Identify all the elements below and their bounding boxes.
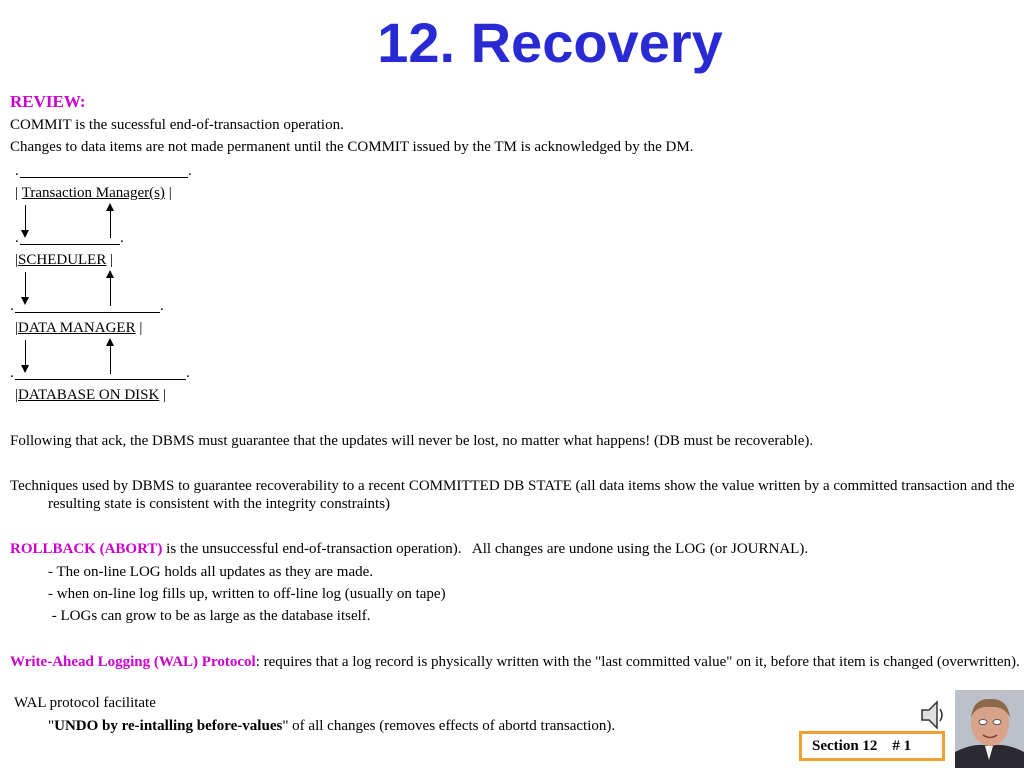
review-heading: REVIEW: [10, 92, 86, 111]
arrow1-up-shaft [110, 210, 111, 238]
box3-label: DATA MANAGER [18, 320, 136, 336]
wal-label: Write-Ahead Logging (WAL) Protocol [10, 654, 256, 670]
dot-right-1: . [188, 163, 192, 179]
box2-label: SCHEDULER [18, 252, 107, 268]
techniques-paragraph: Techniques used by DBMS to guarantee recoverability to a recent COMMITTED DB STATE (all data items show the value written by a committed transaction and the resulting state is consistent with the integrity constraints) [10, 478, 1015, 512]
following-paragraph: Following that ack, the DBMS must guarantee that the updates will never be lost, no matter what happens! (DB must be recoverable). [10, 433, 814, 449]
wal-paragraph [10, 653, 1024, 671]
dot-left-2: . [15, 230, 19, 246]
rollback-text: is the unsuccessful end-of-transaction operation). All changes are undone using the LOG (or JOURNAL). [162, 541, 809, 557]
presenter-photo [955, 690, 1024, 768]
undo-quote-open: " [48, 718, 55, 734]
arrow2-down-icon [21, 297, 29, 305]
arrow3-down-shaft [25, 340, 26, 366]
box2-row: |SCHEDULER | [15, 252, 114, 268]
dot-right-2: . [120, 230, 124, 246]
speaker-icon[interactable] [920, 698, 946, 732]
undo-rest: " of all changes (removes effects of abortd transaction). [282, 718, 616, 734]
wal-undo-line [48, 717, 615, 735]
rollback-item-3: - LOGs can grow to be as large as the database itself. [48, 608, 371, 624]
rollback-item-2: - when on-line log fills up, written to off-line log (usually on tape) [48, 586, 446, 602]
arrow1-down-shaft [25, 205, 26, 231]
arrow3-down-icon [21, 365, 29, 373]
section-number-box: Section 12 # 1 [799, 731, 945, 761]
box1-row: | Transaction Manager(s) | [15, 185, 172, 201]
arrow1-down-icon [21, 230, 29, 238]
dot-left-3: . [10, 298, 14, 314]
arrow2-up-shaft [110, 277, 111, 306]
box2-top-rule [20, 244, 120, 245]
rollback-label: ROLLBACK (ABORT) [10, 541, 163, 557]
box3-row: |DATA MANAGER | [15, 320, 143, 336]
box1-top-rule [20, 177, 188, 178]
box1-label: Transaction Manager(s) [21, 185, 165, 201]
arrow2-down-shaft [25, 272, 26, 298]
dot-left-1: . [15, 163, 19, 179]
wal-facilitate: WAL protocol facilitate [14, 695, 156, 711]
rollback-item-1: - The on-line LOG holds all updates as they are made. [48, 564, 374, 580]
page-title: 12. Recovery [377, 11, 723, 74]
box3-top-rule [15, 312, 160, 313]
commit-line: COMMIT is the sucessful end-of-transaction operation. [10, 117, 344, 133]
dot-right-4: . [186, 365, 190, 381]
box4-top-rule [15, 379, 186, 380]
dot-right-3: . [160, 298, 164, 314]
box4-label: DATABASE ON DISK [18, 387, 160, 403]
box4-row: |DATABASE ON DISK | [15, 387, 167, 403]
arrow3-up-shaft [110, 345, 111, 374]
undo-bold: UNDO by re-intalling before-values [54, 718, 283, 734]
rollback-paragraph [10, 540, 1010, 558]
changes-line: Changes to data items are not made permanent until the COMMIT issued by the TM is acknowledged by the DM. [10, 139, 694, 155]
dot-left-4: . [10, 365, 14, 381]
wal-text: : requires that a log record is physically written with the "last committed value" on it, before that item is changed (overwritten). [255, 654, 1020, 670]
